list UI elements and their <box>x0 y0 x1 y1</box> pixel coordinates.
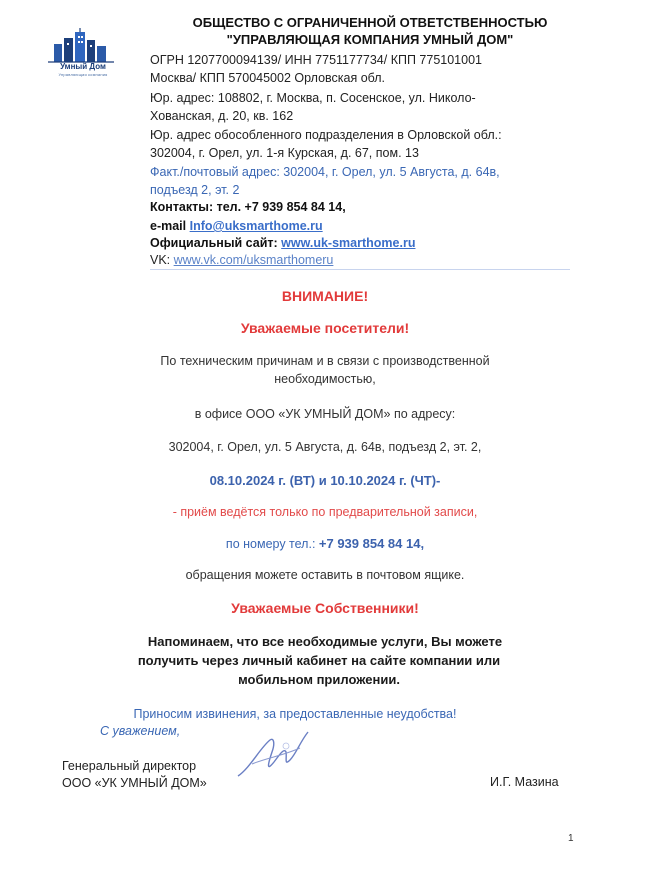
branch-address-line2: 302004, г. Орел, ул. 1-я Курская, д. 67, пом. 13 <box>150 146 419 160</box>
office-line: в офисе ООО «УК УМНЫЙ ДОМ» по адресу: <box>194 407 456 421</box>
phone-line <box>0 536 650 551</box>
website-label: Официальный сайт: <box>150 236 282 250</box>
vk-link[interactable]: www.vk.com/uksmarthomeru <box>173 253 334 267</box>
email-label: e-mail <box>150 219 190 233</box>
header-divider <box>150 269 570 270</box>
company-title-line1: ОБЩЕСТВО С ОГРАНИЧЕННОЙ ОТВЕТСТВЕННОСТЬЮ <box>192 15 548 30</box>
position-line1: Генеральный директор <box>62 759 197 773</box>
signatory-position <box>62 758 207 792</box>
company-title-line2: "УПРАВЛЯЮЩАЯ КОМПАНИЯ УМНЫЙ ДОМ" <box>226 32 514 47</box>
company-title <box>150 14 590 48</box>
postal-address-line1: Факт./почтовый адрес: 302004, г. Орел, ул. 5 Августа, д. 64в, <box>150 165 500 179</box>
website-line <box>150 235 415 251</box>
legal-address-line1: Юр. адрес: 108802, г. Москва, п. Сосенское, ул. Николо- <box>150 91 476 105</box>
signature-icon <box>230 718 320 793</box>
logo-tagline: Управляющая компания <box>58 72 108 77</box>
registration-line2: Москва/ КПП 570045002 Орловская обл. <box>150 71 386 85</box>
vk-label: VK: <box>150 253 174 267</box>
apology-line: Приносим извинения, за предоставленные неудобства! <box>133 707 457 721</box>
owners-heading: Уважаемые Собственники! <box>231 600 419 616</box>
email-link[interactable]: Info@uksmarthome.ru <box>189 219 323 233</box>
phone-number[interactable]: +7 939 854 84 14, <box>318 536 425 551</box>
reason-line1: По техническим причинам и в связи с производственной <box>160 354 490 368</box>
vk-line <box>150 252 333 268</box>
reminder-line3: мобильном приложении. <box>238 672 400 687</box>
dates-line: 08.10.2024 г. (ВТ) и 10.10.2024 г. (ЧТ)- <box>209 473 441 488</box>
position-line2: ООО «УК УМНЫЙ ДОМ» <box>62 776 207 790</box>
reason-line2: необходимостью, <box>274 372 376 386</box>
legal-address-line2: Хованская, д. 20, кв. 162 <box>150 109 294 123</box>
registration-line1: ОГРН 1207700094139/ ИНН 7751177734/ КПП 775101001 <box>150 53 482 67</box>
branch-address-line1: Юр. адрес обособленного подразделения в Орловской обл.: <box>150 128 502 142</box>
logo-name: Умный Дом <box>60 62 106 71</box>
signatory-name: И.Г. Мазина <box>490 775 559 789</box>
reminder-line2: получить через личный кабинет на сайте компании или <box>137 653 501 668</box>
office-address: 302004, г. Орел, ул. 5 Августа, д. 64в, подъезд 2, эт. 2, <box>168 440 482 454</box>
reminder-line1: Напоминаем, что все необходимые услуги, Вы можете <box>147 634 503 649</box>
postal-address-line2: подъезд 2, эт. 2 <box>150 183 240 197</box>
attention-heading: ВНИМАНИЕ! <box>281 288 369 304</box>
appointment-line: - приём ведётся только по предварительной записи, <box>172 505 478 519</box>
email-line <box>150 218 323 234</box>
phone-prefix: по номеру тел.: <box>225 537 319 551</box>
contacts-line: Контакты: тел. +7 939 854 84 14, <box>150 200 346 214</box>
website-link[interactable]: www.uk-smarthome.ru <box>281 236 416 250</box>
regards-line: С уважением, <box>100 724 181 738</box>
mailbox-line: обращения можете оставить в почтовом ящике. <box>185 568 465 582</box>
visitors-heading: Уважаемые посетители! <box>240 320 410 336</box>
page-number: 1 <box>568 833 574 844</box>
